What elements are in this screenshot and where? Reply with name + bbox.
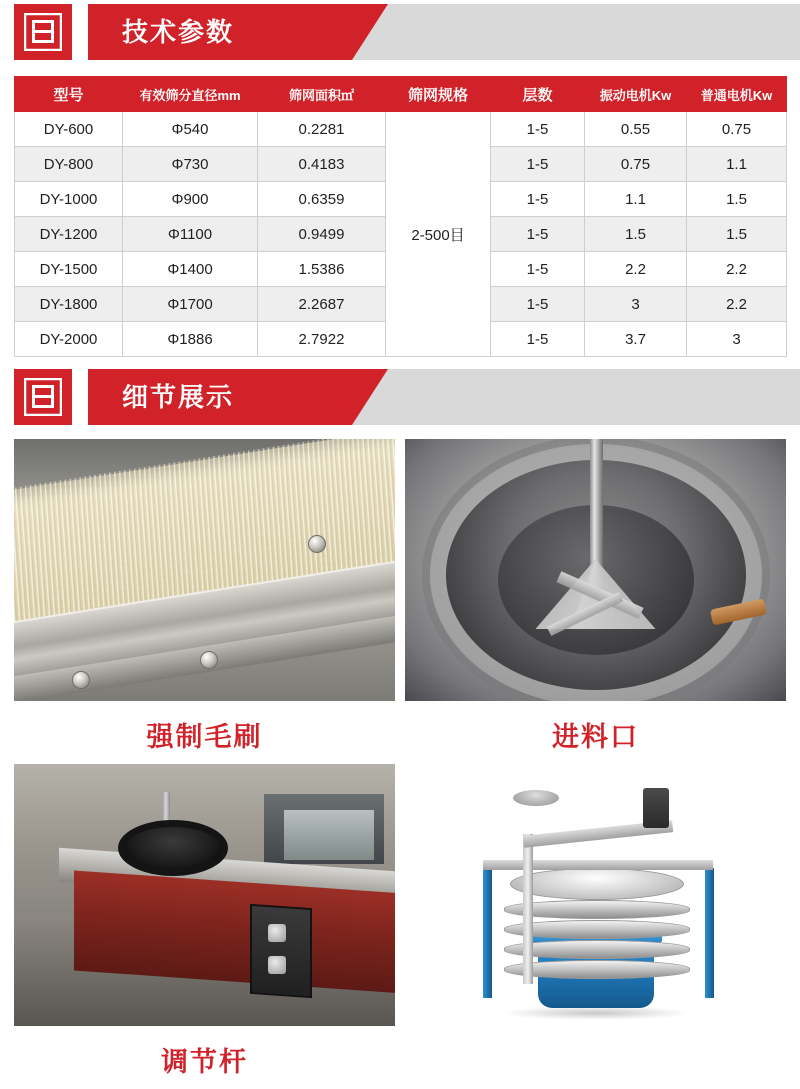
cell-normal-motor: 2.2 [687,252,787,287]
detail-item-lever [14,764,395,1089]
detail-row-1 [14,439,786,764]
table-header-row [15,77,787,112]
cell-layers: 1-5 [491,252,585,287]
cell-normal-motor: 0.75 [687,112,787,147]
cell-normal-motor: 2.2 [687,287,787,322]
sieving-machine-photo [405,764,786,1026]
cell-area: 0.6359 [258,182,386,217]
brush-bolt [200,651,218,669]
background-window [284,810,374,860]
cell-area: 1.5386 [258,252,386,287]
cell-layers: 1-5 [491,217,585,252]
logo-icon [24,378,62,416]
section-title: 细节展示 [122,382,235,412]
panel-button [268,956,286,974]
cell-vibration-motor: 0.75 [585,147,687,182]
detail-item-brush [14,439,395,764]
brand-logo [14,4,72,60]
detail-row-2 [14,764,786,1089]
section-banner [88,4,800,60]
cell-diameter: Φ1886 [123,322,258,357]
col-header-diameter: 有效筛分直径mm [123,77,258,112]
detail-caption: 进料口 [552,722,639,752]
logo-icon [24,13,62,51]
panel-button [268,924,286,942]
support-frame-leg [705,868,714,998]
cell-layers: 1-5 [491,147,585,182]
cell-vibration-motor: 0.55 [585,112,687,147]
cell-diameter: Φ730 [123,147,258,182]
machine-shadow [501,1006,691,1020]
brush-bolt [72,671,90,689]
col-header-normal-motor: 普通电机Kw [687,77,787,112]
cell-model: DY-1000 [15,182,123,217]
col-header-layers: 层数 [491,77,585,112]
cell-layers: 1-5 [491,287,585,322]
background-machine [264,794,384,864]
col-header-mesh-spec: 筛网规格 [386,77,491,112]
cell-model: DY-1800 [15,287,123,322]
section-title: 技术参数 [122,17,235,47]
cell-area: 0.4183 [258,147,386,182]
cell-model: DY-600 [15,112,123,147]
cell-vibration-motor: 3 [585,287,687,322]
spec-table [14,76,787,357]
cell-layers: 1-5 [491,322,585,357]
forced-brush-photo [14,439,395,701]
detail-item-inlet [405,439,786,764]
cell-normal-motor: 3 [687,322,787,357]
spec-table-wrapper [14,76,786,357]
cell-diameter: Φ540 [123,112,258,147]
detail-caption [405,1026,786,1050]
cell-model: DY-1200 [15,217,123,252]
section-header-details [0,365,800,429]
detail-item-machine [405,764,786,1089]
cell-model: DY-2000 [15,322,123,357]
detail-image-grid [14,439,786,1089]
section-banner [88,369,800,425]
cell-model: DY-1500 [15,252,123,287]
adjusting-lever-photo [14,764,395,1026]
section-header-specs [0,0,800,64]
col-header-vibration-motor: 振动电机Kw [585,77,687,112]
cell-diameter: Φ900 [123,182,258,217]
support-frame-leg [483,868,492,998]
cell-area: 0.2281 [258,112,386,147]
cell-vibration-motor: 2.2 [585,252,687,287]
detail-caption: 强制毛刷 [146,722,263,752]
cell-vibration-motor: 1.1 [585,182,687,217]
adjust-wheel [513,790,559,806]
cell-area: 2.7922 [258,322,386,357]
control-panel [250,904,312,998]
cell-diameter: Φ1400 [123,252,258,287]
table-row [15,112,787,147]
support-frame-arm [483,860,713,870]
machine-top-lid [510,868,684,900]
feed-inlet-photo [405,439,786,701]
cell-vibration-motor: 1.5 [585,217,687,252]
cell-diameter: Φ1700 [123,287,258,322]
cell-area: 2.2687 [258,287,386,322]
cell-layers: 1-5 [491,112,585,147]
cell-mesh-spec-merged: 2-500目 [386,112,491,357]
top-motor [643,788,669,828]
cell-normal-motor: 1.5 [687,217,787,252]
brand-logo [14,369,72,425]
detail-caption: 调节杆 [161,1047,248,1077]
hand-wheel [118,820,228,876]
brush-bolt [308,535,326,553]
cell-model: DY-800 [15,147,123,182]
cell-area: 0.9499 [258,217,386,252]
cell-vibration-motor: 3.7 [585,322,687,357]
cell-diameter: Φ1100 [123,217,258,252]
vertical-post [523,834,533,984]
col-header-model: 型号 [15,77,123,112]
cell-normal-motor: 1.5 [687,182,787,217]
cell-layers: 1-5 [491,182,585,217]
cell-normal-motor: 1.1 [687,147,787,182]
col-header-area: 筛网面积㎡ [258,77,386,112]
